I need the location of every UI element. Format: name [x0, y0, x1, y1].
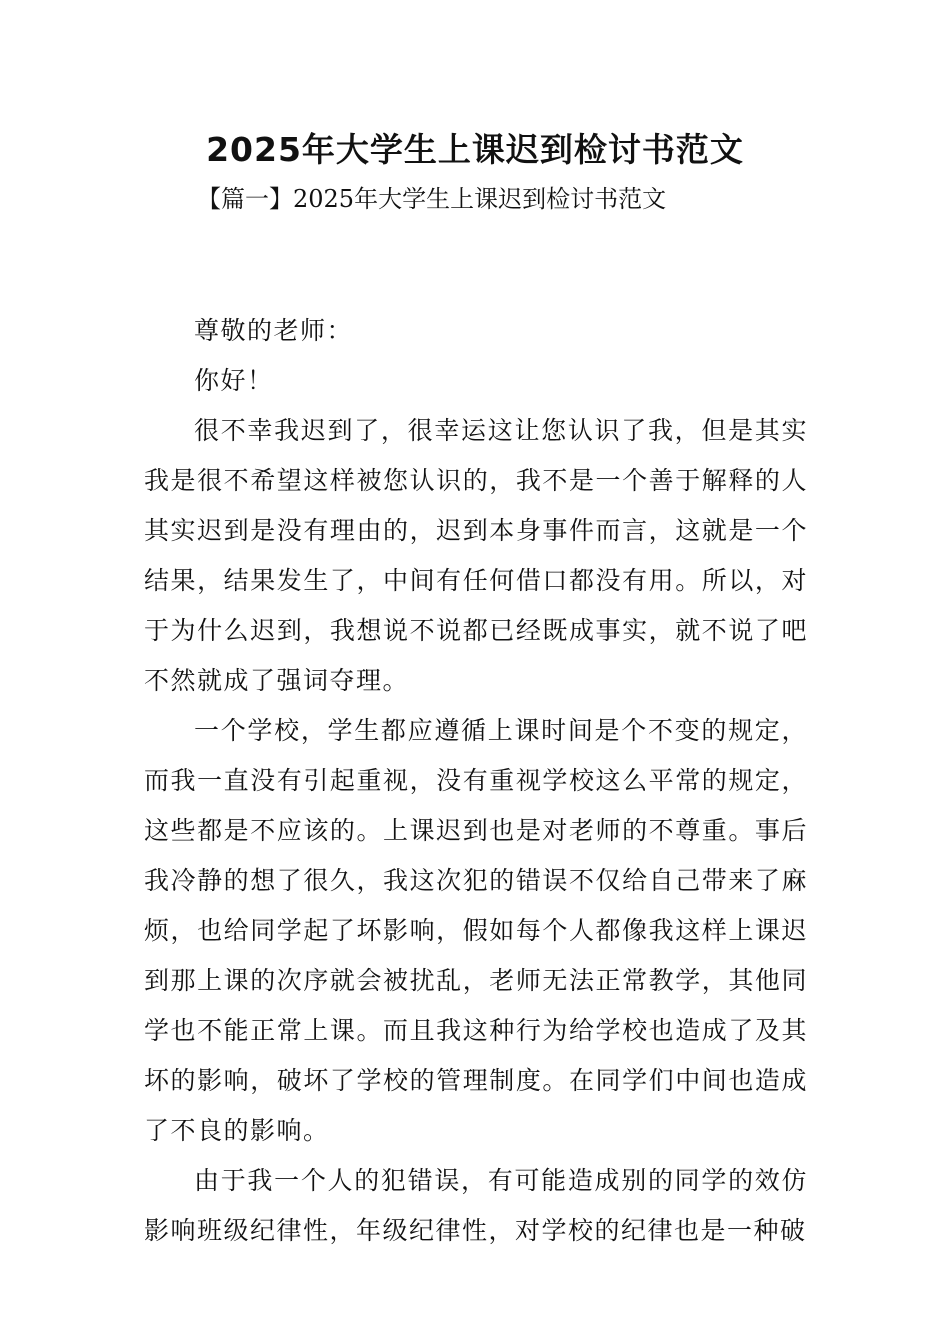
greeting: 你好！	[194, 366, 274, 395]
body-paragraph: 一个学校，学生都应遵循上课时间是个不变的规定，而我一直没有引起重视，没有重视学校这么平常的规定，这些都是不应该的。上课迟到也是对老师的不尊重。事后我冷静的想了很久，我这次犯的错误不仅给自己带来了麻烦，也给同学起了坏影响，假如每个人都像我这样上课迟到那上课的次序就会被扰乱，老师无法正常教学，其他同学也不能正常上课。而且我这种行为给学校也造成了及其坏的影响，破坏了学校的管理制度。在同学们中间也造成了不良的影响。	[144, 716, 808, 1145]
document-subtitle: 【篇一】2025年大学生上课迟到检讨书范文	[197, 185, 667, 213]
document-body	[144, 306, 808, 1256]
salutation: 尊敬的老师：	[194, 316, 354, 345]
document-title: 2025年大学生上课迟到检讨书范文	[206, 130, 744, 169]
body-paragraph: 很不幸我迟到了，很幸运这让您认识了我，但是其实我是很不希望这样被您认识的，我不是一个善于解释的人其实迟到是没有理由的，迟到本身事件而言，这就是一个结果，结果发生了，中间有任何借口都没有用。所以，对于为什么迟到，我想说不说都已经既成事实，就不说了吧不然就成了强词夺理。	[144, 416, 808, 695]
body-paragraph: 由于我一个人的犯错误，有可能造成别的同学的效仿影响班级纪律性，年级纪律性，对学校的纪律也是一种破	[144, 1166, 808, 1245]
